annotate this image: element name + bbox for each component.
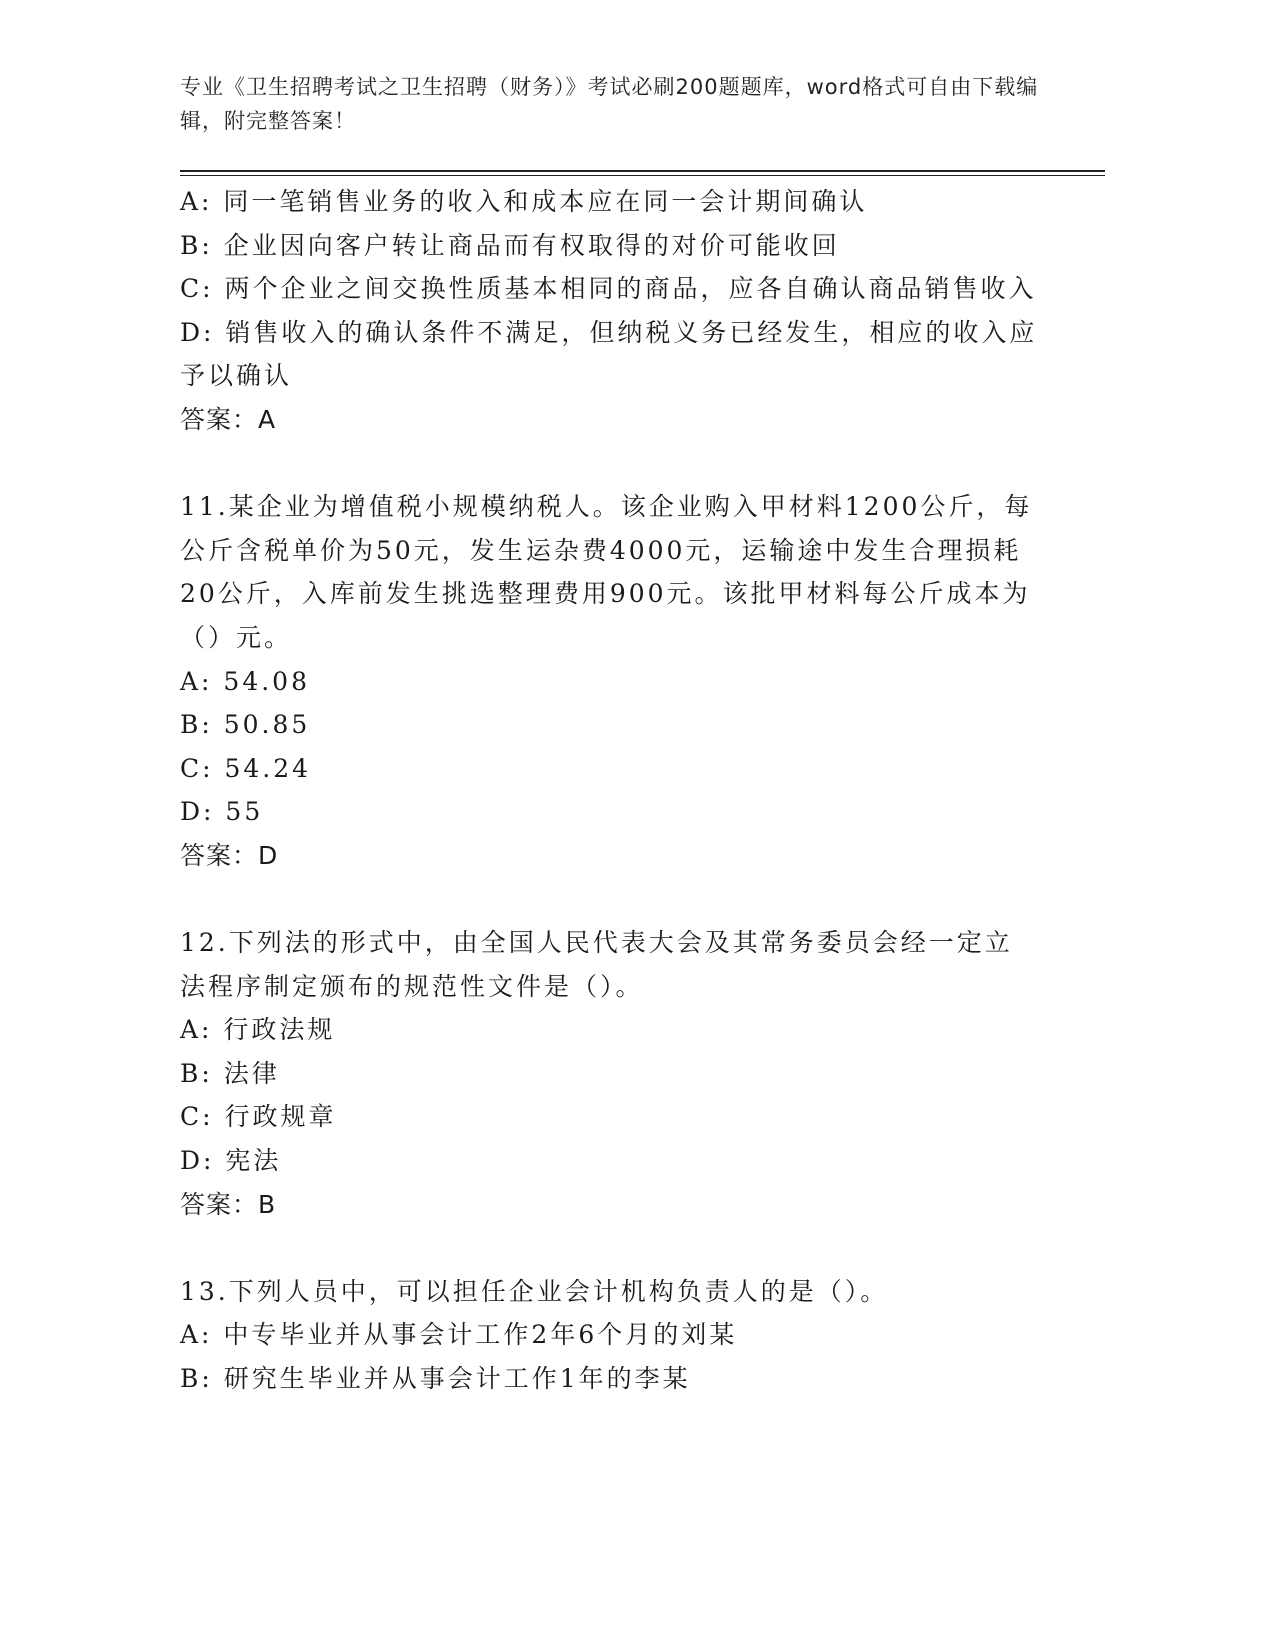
option-d: D: 销售收入的确认条件不满足，但纳税义务已经发生，相应的收入应予以确认 bbox=[180, 317, 1038, 391]
option-a: A: 中专毕业并从事会计工作2年6个月的刘某 bbox=[180, 1320, 738, 1350]
option-a: A: 54.08 bbox=[180, 666, 310, 696]
answer: 答案：B bbox=[180, 1189, 277, 1219]
option-b: B: 研究生毕业并从事会计工作1年的李某 bbox=[180, 1364, 691, 1394]
question-content bbox=[180, 180, 1040, 1401]
document-header: 专业《卫生招聘考试之卫生招聘（财务）》考试必刷200题题库，word格式可自由下载编辑，附完整答案！ bbox=[180, 75, 1039, 133]
question-13 bbox=[180, 1270, 1040, 1401]
option-c: C: 54.24 bbox=[180, 753, 312, 783]
question-12 bbox=[180, 921, 1040, 1226]
option-d: D: 55 bbox=[180, 797, 264, 827]
header-divider bbox=[180, 170, 1105, 172]
question-11 bbox=[180, 485, 1040, 877]
spacer bbox=[180, 878, 1040, 922]
option-d: D: 宪法 bbox=[180, 1146, 282, 1176]
header-divider-thin bbox=[180, 175, 1105, 176]
option-b: B: 企业因向客户转让商品而有权取得的对价可能收回 bbox=[180, 230, 840, 260]
spacer bbox=[180, 1226, 1040, 1270]
answer: 答案：D bbox=[180, 840, 279, 870]
option-c: C: 两个企业之间交换性质基本相同的商品，应各自确认商品销售收入 bbox=[180, 274, 1037, 304]
option-b: B: 50.85 bbox=[180, 710, 311, 740]
answer: 答案：A bbox=[180, 404, 277, 434]
spacer bbox=[180, 442, 1040, 486]
option-b: B: 法律 bbox=[180, 1058, 280, 1088]
option-c: C: 行政规章 bbox=[180, 1102, 337, 1132]
question-stem: 12.下列法的形式中，由全国人民代表大会及其常务委员会经一定立法程序制定颁布的规范性文件是（）。 bbox=[180, 928, 1013, 1001]
question-10 bbox=[180, 180, 1040, 442]
option-a: A: 同一笔销售业务的收入和成本应在同一会计期间确认 bbox=[180, 187, 868, 216]
option-a: A: 行政法规 bbox=[180, 1015, 336, 1045]
question-stem: 11.某企业为增值税小规模纳税人。该企业购入甲材料1200公斤，每公斤含税单价为50元，发生运杂费4000元，运输途中发生合理损耗20公斤，入库前发生挑选整理费用900元。该批甲材料每公斤成本为（）元。 bbox=[180, 492, 1033, 652]
question-stem: 13.下列人员中，可以担任企业会计机构负责人的是（）。 bbox=[180, 1276, 889, 1306]
